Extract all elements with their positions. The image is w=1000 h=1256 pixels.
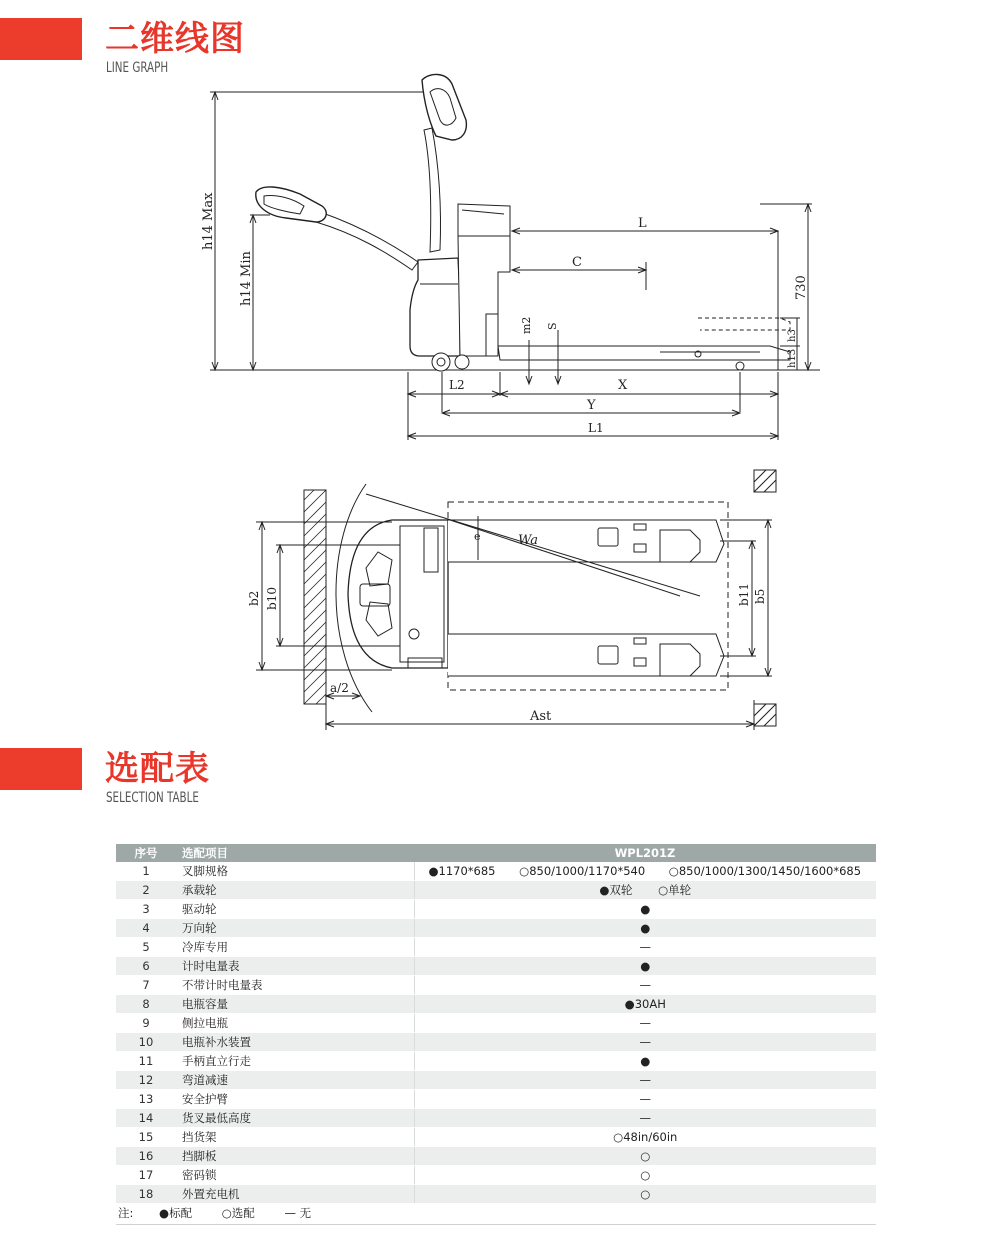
table-row xyxy=(116,1052,876,1071)
note-label: 注: xyxy=(118,1206,134,1220)
table-row xyxy=(116,1109,876,1128)
row-item: 手柄直立行走 xyxy=(176,1052,414,1071)
row-item: 承载轮 xyxy=(176,881,414,900)
table-row xyxy=(116,938,876,957)
row-no: 1 xyxy=(116,862,176,881)
row-no: 12 xyxy=(116,1071,176,1090)
label-e: e xyxy=(474,530,481,543)
label-Ast: Ast xyxy=(530,709,552,724)
row-no: 10 xyxy=(116,1033,176,1052)
value-part: ●双轮 xyxy=(599,883,633,897)
row-value: ● xyxy=(414,900,876,919)
table-row xyxy=(116,1128,876,1147)
legend-note xyxy=(116,1204,876,1223)
row-no: 7 xyxy=(116,976,176,995)
row-item: 电瓶容量 xyxy=(176,995,414,1014)
row-value: ● xyxy=(414,957,876,976)
row-value: — xyxy=(414,1090,876,1109)
row-item: 密码锁 xyxy=(176,1166,414,1185)
table-row xyxy=(116,1071,876,1090)
row-no: 3 xyxy=(116,900,176,919)
label-h13: h13 xyxy=(787,348,798,368)
row-value: — xyxy=(414,1109,876,1128)
table-note-row xyxy=(116,1204,876,1223)
row-item: 不带计时电量表 xyxy=(176,976,414,995)
row-item: 货叉最低高度 xyxy=(176,1109,414,1128)
label-Wa: Wa xyxy=(518,533,538,548)
note-none: — 无 xyxy=(284,1206,312,1220)
section-marker-bar xyxy=(0,748,82,790)
row-value: ○ xyxy=(414,1185,876,1204)
label-h14-max: h14 Max xyxy=(201,192,216,250)
label-b11: b11 xyxy=(737,583,751,606)
label-L2: L2 xyxy=(449,378,465,392)
row-no: 6 xyxy=(116,957,176,976)
label-b10: b10 xyxy=(265,587,279,610)
row-item: 冷库专用 xyxy=(176,938,414,957)
row-no: 9 xyxy=(116,1014,176,1033)
label-L: L xyxy=(638,216,647,231)
row-value: ○48in/60in xyxy=(414,1128,876,1147)
row-no: 17 xyxy=(116,1166,176,1185)
value-part: ●1170*685 xyxy=(428,864,496,878)
table-row xyxy=(116,995,876,1014)
row-item: 外置充电机 xyxy=(176,1185,414,1204)
row-no: 2 xyxy=(116,881,176,900)
row-value: ○ xyxy=(414,1147,876,1166)
label-Y: Y xyxy=(587,398,596,413)
row-item: 电瓶补水装置 xyxy=(176,1033,414,1052)
row-no: 15 xyxy=(116,1128,176,1147)
table-row xyxy=(116,957,876,976)
row-item: 叉脚规格 xyxy=(176,862,414,881)
row-value: — xyxy=(414,976,876,995)
table-row xyxy=(116,1147,876,1166)
header-no: 序号 xyxy=(116,844,176,862)
table-row xyxy=(116,1166,876,1185)
section-title-selection-table: 选配表 xyxy=(105,749,210,789)
table-bottom-rule xyxy=(116,1224,876,1225)
row-value: ● xyxy=(414,919,876,938)
section-subtitle-line-graph: LINE GRAPH xyxy=(106,60,169,76)
row-no: 5 xyxy=(116,938,176,957)
row-no: 16 xyxy=(116,1147,176,1166)
row-value: — xyxy=(414,1014,876,1033)
row-value: ○ xyxy=(414,1166,876,1185)
label-730: 730 xyxy=(794,275,809,300)
row-no: 18 xyxy=(116,1185,176,1204)
row-value: — xyxy=(414,1033,876,1052)
label-L1: L1 xyxy=(588,421,604,435)
value-part: ○850/1000/1170*540 xyxy=(519,864,646,878)
table-row xyxy=(116,1014,876,1033)
header-item: 选配项目 xyxy=(176,844,414,862)
value-part: ○850/1000/1300/1450/1600*685 xyxy=(668,864,862,878)
label-m2: m2 xyxy=(520,316,533,334)
row-value: — xyxy=(414,938,876,957)
selection-table xyxy=(116,844,876,1223)
row-item: 驱动轮 xyxy=(176,900,414,919)
note-standard: ●标配 xyxy=(159,1206,193,1220)
row-item: 挡脚板 xyxy=(176,1147,414,1166)
row-no: 8 xyxy=(116,995,176,1014)
row-no: 14 xyxy=(116,1109,176,1128)
row-no: 4 xyxy=(116,919,176,938)
row-no: 13 xyxy=(116,1090,176,1109)
label-C: C xyxy=(572,255,582,270)
section-title-line-graph: 二维线图 xyxy=(105,19,245,59)
row-item: 计时电量表 xyxy=(176,957,414,976)
header-model: WPL201Z xyxy=(414,844,876,862)
row-item: 弯道减速 xyxy=(176,1071,414,1090)
value-part: ○单轮 xyxy=(658,883,692,897)
row-no: 11 xyxy=(116,1052,176,1071)
table-row xyxy=(116,976,876,995)
label-h14-min: h14 Min xyxy=(239,251,254,306)
label-S: S xyxy=(546,322,559,330)
row-value: ●30AH xyxy=(414,995,876,1014)
row-item: 万向轮 xyxy=(176,919,414,938)
table-row xyxy=(116,900,876,919)
note-optional: ○选配 xyxy=(221,1206,255,1220)
table-row xyxy=(116,919,876,938)
label-b2: b2 xyxy=(247,590,261,606)
row-item: 挡货架 xyxy=(176,1128,414,1147)
table-row xyxy=(116,1185,876,1204)
table-row xyxy=(116,881,876,900)
table-header-row xyxy=(116,844,876,862)
row-item: 安全护臂 xyxy=(176,1090,414,1109)
row-value xyxy=(414,862,876,881)
label-b5: b5 xyxy=(753,588,767,604)
label-h3: h3 xyxy=(787,329,798,342)
section-subtitle-selection-table: SELECTION TABLE xyxy=(106,790,199,806)
table-row xyxy=(116,1090,876,1109)
row-item: 侧拉电瓶 xyxy=(176,1014,414,1033)
row-value xyxy=(414,881,876,900)
table-row xyxy=(116,1033,876,1052)
row-value: ● xyxy=(414,1052,876,1071)
row-value: — xyxy=(414,1071,876,1090)
table-row xyxy=(116,862,876,881)
label-a-half: a/2 xyxy=(330,681,349,695)
label-X: X xyxy=(618,378,628,393)
